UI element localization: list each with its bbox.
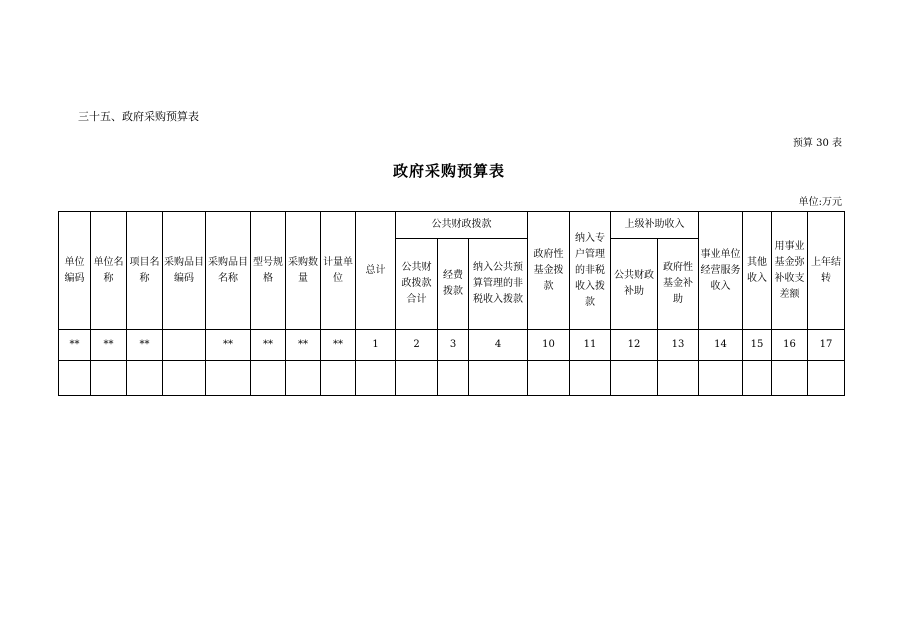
header-carryover: 上年结转 [808,212,845,330]
procurement-budget-table [58,211,845,396]
table-cell: 10 [528,330,570,361]
header-funds-allocation: 经费拨款 [438,239,469,330]
table-cell [321,361,356,396]
table-cell [438,361,469,396]
header-project-name: 项目名称 [127,212,163,330]
table-number: 预算 30 表 [792,138,842,149]
data-row [59,361,845,396]
table-cell [91,361,127,396]
table-cell [163,361,206,396]
table-cell: 2 [396,330,438,361]
table-cell: ** [321,330,356,361]
header-measure-unit: 计量单位 [321,212,356,330]
header-gov-fund-subsidy: 政府性基金补助 [658,239,699,330]
header-unit-code: 单位编码 [59,212,91,330]
table-cell: 4 [469,330,528,361]
table-cell [163,330,206,361]
header-business-income: 事业单位经营服务收入 [699,212,743,330]
table-cell [206,361,251,396]
table-cell [469,361,528,396]
table-cell [772,361,808,396]
table-cell: ** [91,330,127,361]
unit-label: 单位:万元 [798,197,842,208]
table-cell: ** [59,330,91,361]
header-quantity: 采购数量 [286,212,321,330]
header-public-finance-subsidy: 公共财政补助 [611,239,658,330]
table-cell [699,361,743,396]
table-cell: 3 [438,330,469,361]
header-item-name: 采购品目名称 [206,212,251,330]
table-cell: 16 [772,330,808,361]
table-cell: 12 [611,330,658,361]
table-cell: ** [251,330,286,361]
table-cell: ** [206,330,251,361]
header-public-finance-group: 公共财政拨款 [396,212,528,239]
table-cell: 1 [356,330,396,361]
header-gov-fund-allocation: 政府性基金拨款 [528,212,570,330]
header-superior-subsidy-group: 上级补助收入 [611,212,699,239]
header-non-tax-special-account: 纳入专户管理的非税收入拨款 [570,212,611,330]
table-cell [570,361,611,396]
table-cell: ** [286,330,321,361]
table-cell [528,361,570,396]
table-cell [286,361,321,396]
table-cell: 11 [570,330,611,361]
header-non-tax-in-budget: 纳入公共预算管理的非税收入拨款 [469,239,528,330]
header-unit-name: 单位名称 [91,212,127,330]
header-total: 总计 [356,212,396,330]
table-cell [808,361,845,396]
table-cell [127,361,163,396]
header-row-1 [59,212,845,239]
header-model-spec: 型号规格 [251,212,286,330]
header-item-code: 采购品目编码 [163,212,206,330]
table-cell [611,361,658,396]
table-cell [396,361,438,396]
table-cell: 17 [808,330,845,361]
header-other-income: 其他收入 [743,212,772,330]
table-cell: 13 [658,330,699,361]
table-cell [251,361,286,396]
header-public-finance-total: 公共财政拨款合计 [396,239,438,330]
table-cell [59,361,91,396]
header-fund-balance-gap: 用事业基金弥补收支差额 [772,212,808,330]
table-cell [743,361,772,396]
table-cell [658,361,699,396]
page-title: 政府采购预算表 [392,162,505,180]
section-heading: 三十五、政府采购预算表 [78,110,199,123]
code-row [59,330,845,361]
table-cell: 15 [743,330,772,361]
table-cell: 14 [699,330,743,361]
table-cell: ** [127,330,163,361]
table-cell [356,361,396,396]
